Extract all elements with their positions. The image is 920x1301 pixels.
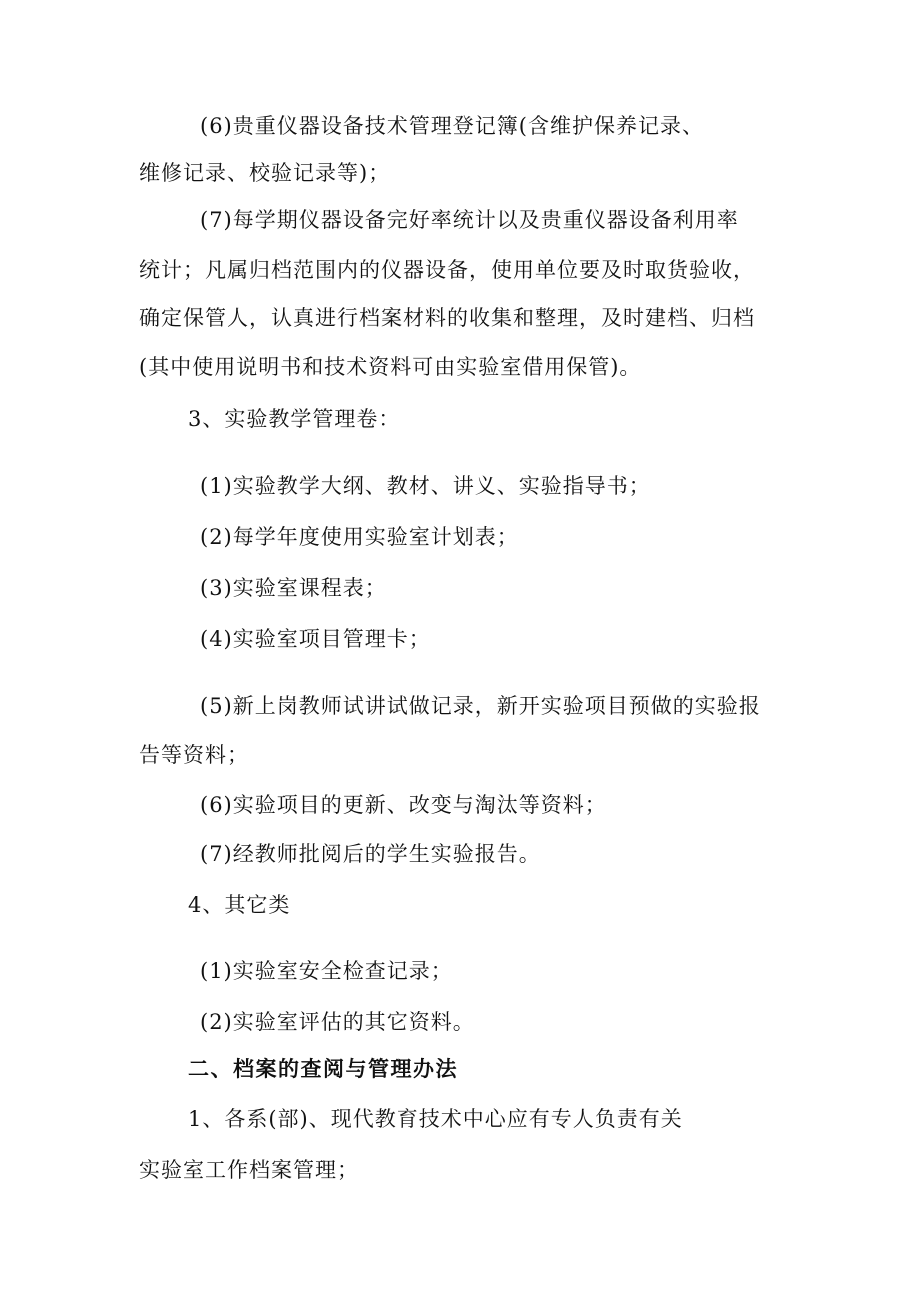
text-line: (其中使用说明书和技术资料可由实验室借用保管)。 bbox=[139, 355, 642, 379]
list-item: (3)实验室课程表； bbox=[200, 576, 387, 600]
text-line: 统计；凡属归档范围内的仪器设备，使用单位要及时取货验收， bbox=[139, 258, 755, 282]
list-item: (7)经教师批阅后的学生实验报告。 bbox=[200, 842, 541, 866]
list-item: (6)实验项目的更新、改变与淘汰等资料； bbox=[200, 793, 607, 817]
text-line: 维修记录、校验记录等)； bbox=[139, 161, 391, 185]
list-item: (1)实验教学大纲、教材、讲义、实验指导书； bbox=[200, 474, 651, 498]
text-line: 1、各系(部)、现代教育技术中心应有专人负责有关 bbox=[188, 1107, 683, 1131]
list-item: (2)实验室评估的其它资料。 bbox=[200, 1010, 475, 1034]
section-title: 4、其它类 bbox=[188, 893, 291, 917]
text-line: 告等资料； bbox=[139, 743, 249, 767]
list-item: (1)实验室安全检查记录； bbox=[200, 959, 453, 983]
text-line: 确定保管人，认真进行档案材料的收集和整理，及时建档、归档 bbox=[139, 306, 755, 330]
list-item: (4)实验室项目管理卡； bbox=[200, 627, 431, 651]
section-title: 3、实验教学管理卷： bbox=[188, 407, 401, 431]
text-line: 实验室工作档案管理； bbox=[139, 1158, 359, 1182]
text-line: (6)贵重仪器设备技术管理登记簿(含维护保养记录、 bbox=[200, 114, 704, 138]
chapter-heading: 二、档案的查阅与管理办法 bbox=[188, 1057, 458, 1081]
list-item: (5)新上岗教师试讲试做记录，新开实验项目预做的实验报 bbox=[200, 694, 761, 718]
text-line: (7)每学期仪器设备完好率统计以及贵重仪器设备利用率 bbox=[200, 208, 739, 232]
list-item: (2)每学年度使用实验室计划表； bbox=[200, 525, 519, 549]
